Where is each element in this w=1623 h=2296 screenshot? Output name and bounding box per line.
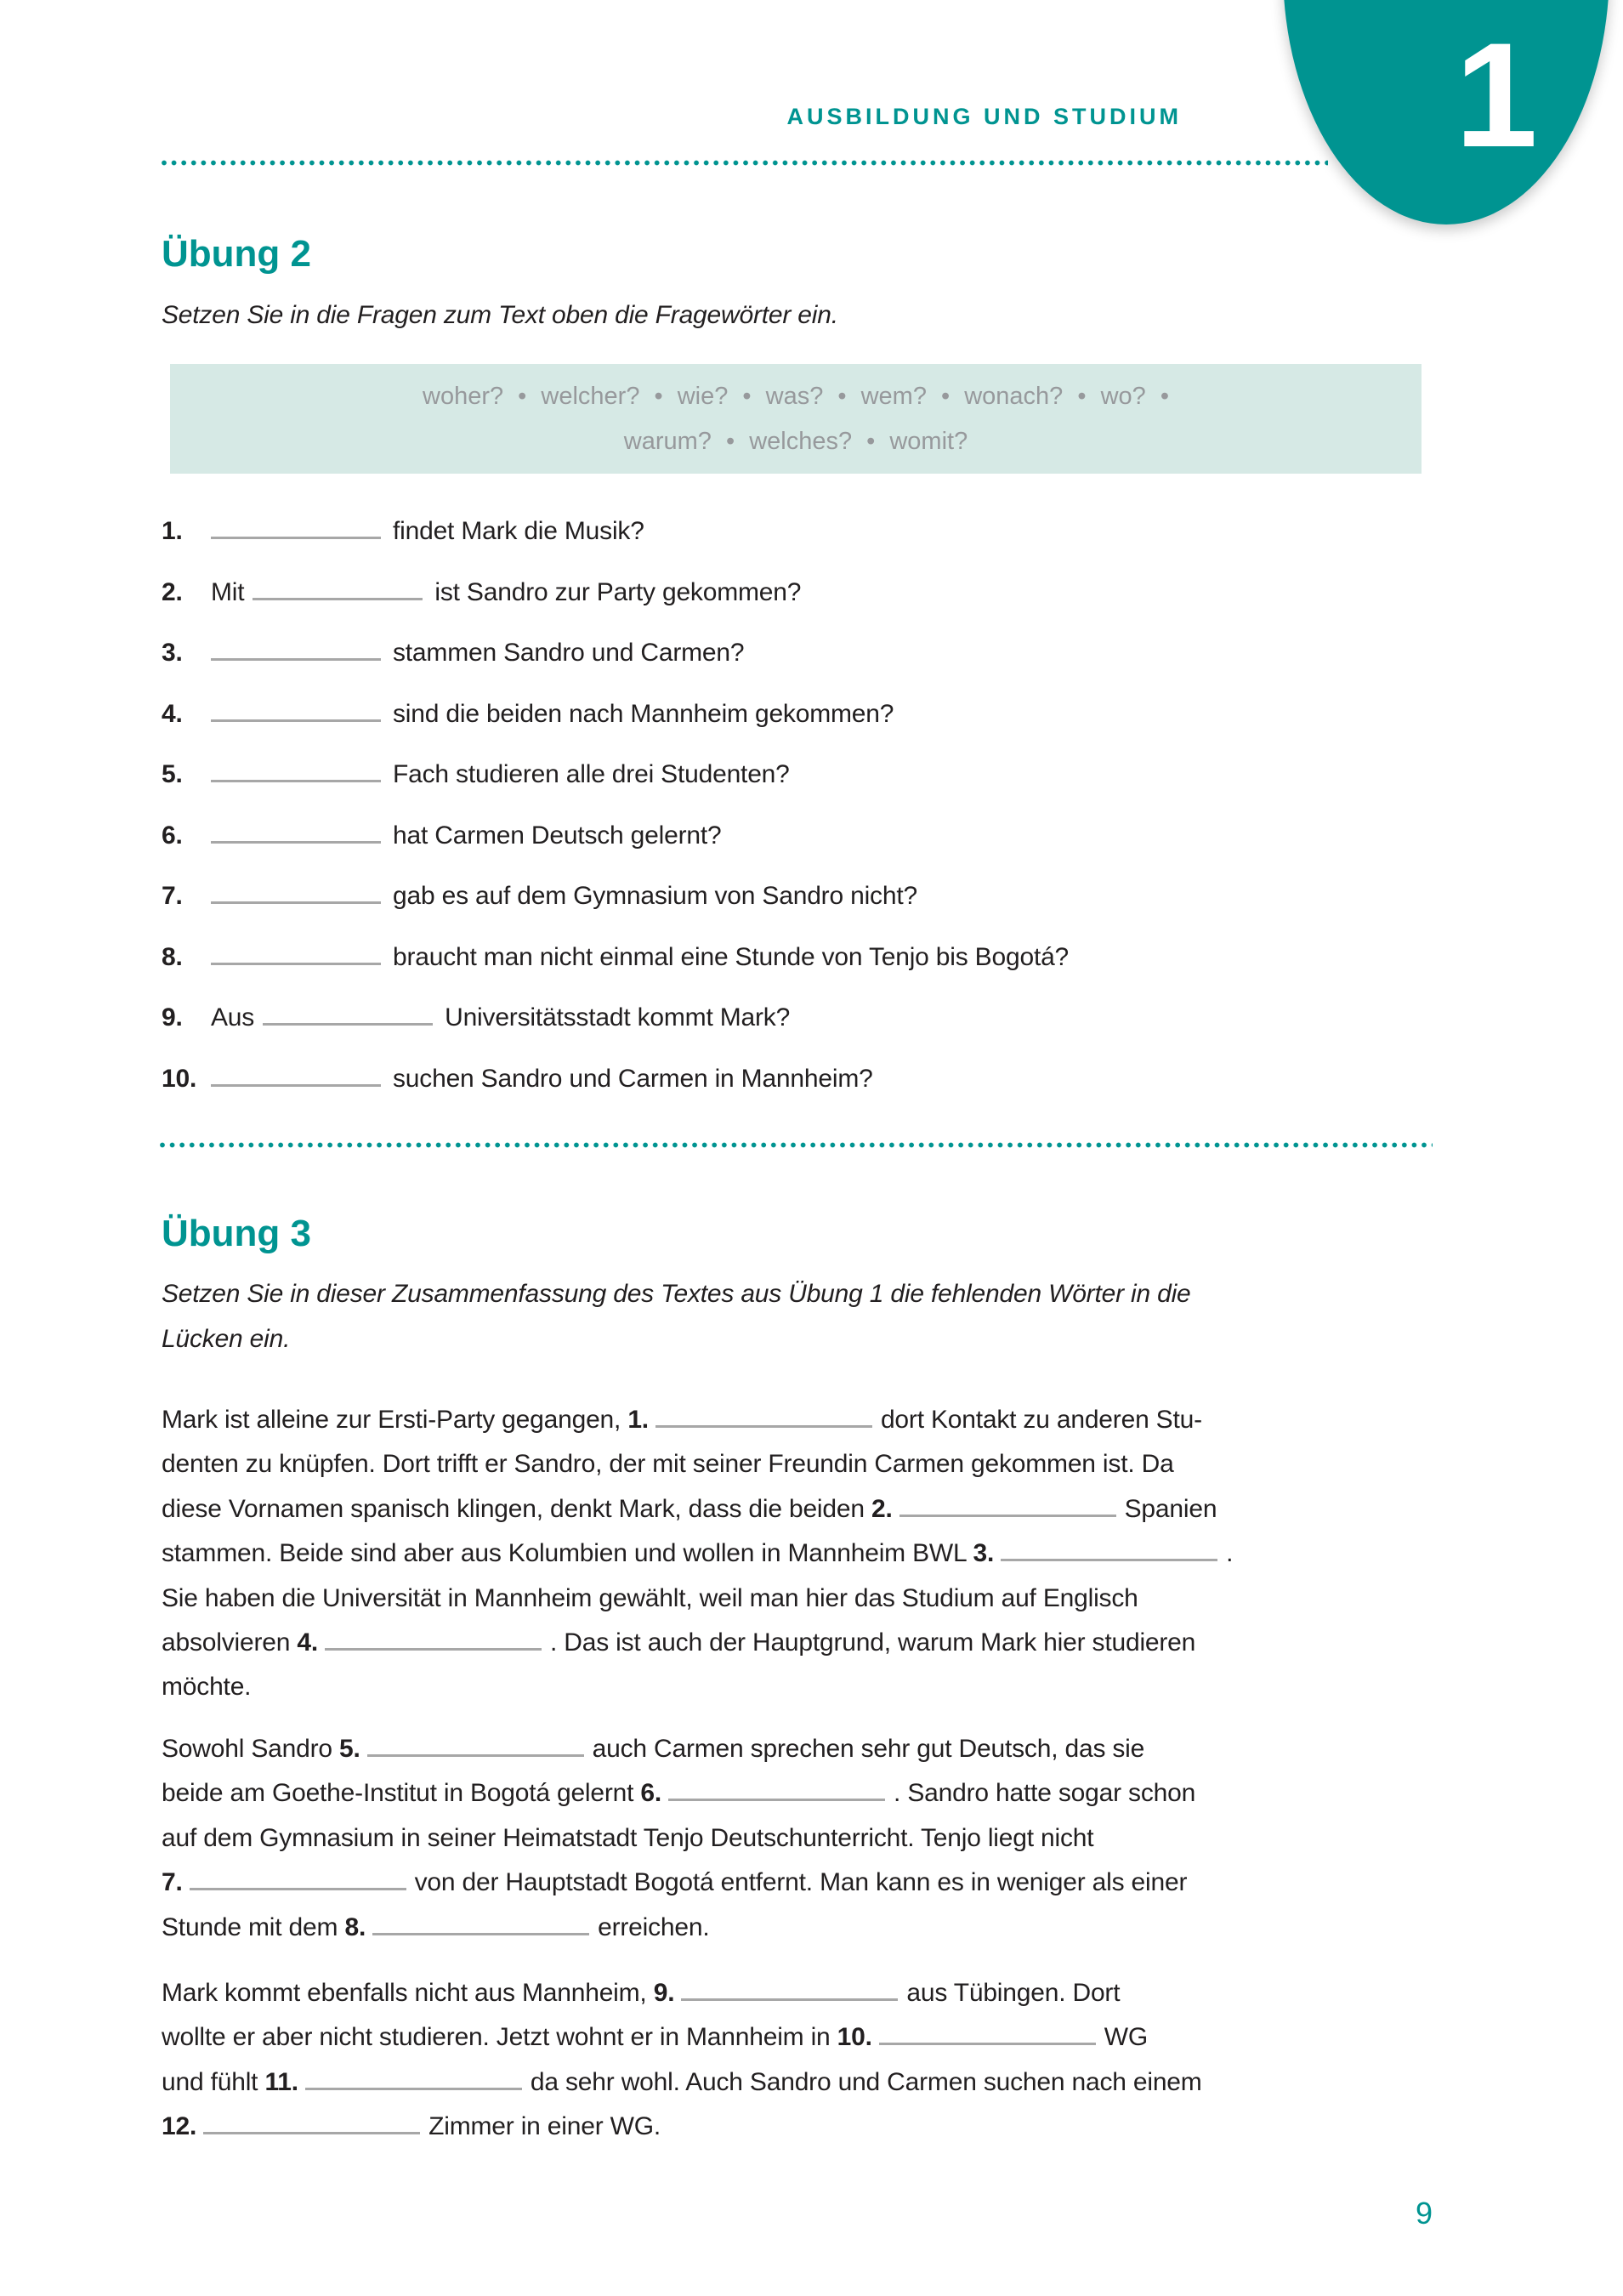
item-text: Universitätsstadt kommt Mark? xyxy=(445,1003,791,1031)
paragraph-line xyxy=(162,1621,1233,1665)
blank-line xyxy=(211,537,381,539)
uebung2-instruction: Setzen Sie in die Fragen zum Text oben die Fragewörter ein. xyxy=(162,301,838,329)
item-number: 7. xyxy=(162,882,183,910)
blank-number: 11. xyxy=(264,2067,298,2096)
paragraph-line xyxy=(162,1861,1195,1905)
blank-line xyxy=(655,1425,872,1428)
paragraph-line xyxy=(162,1727,1195,1771)
paragraph-text: Mark ist alleine zur Ersti-Party gegangen, xyxy=(162,1406,628,1434)
blank-line xyxy=(211,841,381,844)
blank-line xyxy=(372,1933,589,1935)
item-text: gab es auf dem Gymnasium von Sandro nicht? xyxy=(393,882,917,910)
exercise2-item xyxy=(162,753,790,797)
paragraph-text: Sowohl Sandro xyxy=(162,1735,340,1763)
paragraph-text: erreichen. xyxy=(598,1912,710,1941)
item-number: 3. xyxy=(162,639,183,667)
paragraph-text: auch Carmen sprechen sehr gut Deutsch, das sie xyxy=(592,1735,1145,1763)
exercise2-item xyxy=(162,509,644,554)
paragraph-line xyxy=(162,1906,1195,1950)
blank-number: 7. xyxy=(162,1868,183,1897)
paragraph-text: von der Hauptstadt Bogotá entfernt. Man kann es in weniger als einer xyxy=(414,1868,1188,1897)
item-pre-text: Mit xyxy=(211,577,245,606)
word-bank xyxy=(170,364,1422,474)
chapter-number: 1 xyxy=(1455,13,1538,179)
blank-line xyxy=(263,1023,433,1026)
paragraph-text: und fühlt xyxy=(162,2067,265,2096)
paragraph-text: aus Tübingen. Dort xyxy=(906,1979,1121,2007)
paragraph-text: möchte. xyxy=(162,1673,252,1702)
paragraph-line xyxy=(162,1771,1195,1816)
paragraph-text: stammen. Beide sind aber aus Kolumbien und wollen in Mannheim BWL xyxy=(162,1539,973,1568)
blank-number: 9. xyxy=(653,1979,675,2007)
uebung3-instruction xyxy=(162,1271,1191,1361)
paragraph-line xyxy=(162,2015,1202,2060)
item-number: 10. xyxy=(162,1064,197,1093)
paragraph xyxy=(162,1727,1195,1950)
paragraph-text: wollte er aber nicht studieren. Jetzt wohnt er in Mannheim in xyxy=(162,2023,837,2052)
paragraph-text: auf dem Gymnasium in seiner Heimatstadt Tenjo Deutschunterricht. Tenjo liegt nicht xyxy=(162,1823,1094,1852)
item-number: 1. xyxy=(162,517,183,545)
paragraph-line xyxy=(162,1816,1195,1861)
blank-line xyxy=(211,658,381,661)
item-text: stammen Sandro und Carmen? xyxy=(393,639,745,667)
paragraph-line xyxy=(162,1577,1233,1621)
item-number: 2. xyxy=(162,577,183,606)
paragraph-text: dort Kontakt zu anderen Stu- xyxy=(880,1406,1202,1434)
item-number: 6. xyxy=(162,821,183,850)
exercise2-item xyxy=(162,996,790,1040)
paragraph-text: beide am Goethe-Institut in Bogotá gelernt xyxy=(162,1779,641,1808)
paragraph-text: Zimmer in einer WG. xyxy=(428,2112,661,2141)
paragraph-text: Stunde mit dem xyxy=(162,1912,345,1941)
paragraph-text: WG xyxy=(1104,2023,1149,2052)
uebung3-title: Übung 3 xyxy=(162,1213,311,1254)
paragraph-line xyxy=(162,1487,1233,1532)
item-pre-text: Aus xyxy=(211,1003,255,1031)
paragraph-text: denten zu knüpfen. Dort trifft er Sandro, der mit seiner Freundin Carmen gekommen ist. Da xyxy=(162,1450,1174,1479)
paragraph-text: Mark kommt ebenfalls nicht aus Mannheim, xyxy=(162,1979,654,2007)
paragraph xyxy=(162,1971,1202,2150)
paragraph-text: . Sandro hatte sogar schon xyxy=(894,1779,1196,1808)
exercise2-item xyxy=(162,692,894,736)
paragraph-line xyxy=(162,1442,1233,1486)
word-bank-line2: warum? • welches? • womit? xyxy=(623,428,968,455)
blank-number: 2. xyxy=(871,1494,893,1523)
exercise2-item xyxy=(162,1057,873,1101)
paragraph-line xyxy=(162,2060,1202,2105)
blank-line xyxy=(305,2088,522,2090)
blank-number: 4. xyxy=(297,1628,318,1657)
word-bank-line1: woher? • welcher? • wie? • was? • wem? • wonach? • wo? • xyxy=(423,383,1169,410)
item-text: Fach studieren alle drei Studenten? xyxy=(393,760,790,788)
exercise2-item xyxy=(162,935,1069,980)
paragraph xyxy=(162,1398,1233,1710)
item-text: braucht man nicht einmal eine Stunde von Tenjo bis Bogotá? xyxy=(393,942,1070,971)
item-text: sind die beiden nach Mannheim gekommen? xyxy=(393,699,894,728)
section-divider-dotted-line xyxy=(160,1141,1433,1149)
item-number: 8. xyxy=(162,942,183,971)
exercise2-item xyxy=(162,631,744,675)
item-number: 9. xyxy=(162,1003,183,1031)
blank-number: 6. xyxy=(640,1779,662,1808)
blank-line xyxy=(211,719,381,722)
blank-line xyxy=(253,598,423,600)
chapter-title: AUSBILDUNG UND STUDIUM xyxy=(786,104,1182,129)
item-text: hat Carmen Deutsch gelernt? xyxy=(393,821,722,850)
blank-line xyxy=(211,963,381,965)
paragraph-text: diese Vornamen spanisch klingen, denkt Mark, dass die beiden xyxy=(162,1494,871,1523)
paragraph-line xyxy=(162,1398,1233,1442)
paragraph-line xyxy=(162,1665,1233,1709)
blank-line xyxy=(211,901,381,904)
uebung3-instruction-line: Setzen Sie in dieser Zusammenfassung des Textes aus Übung 1 die fehlenden Wörter in die xyxy=(162,1280,1191,1308)
paragraph-text: . xyxy=(1226,1539,1234,1568)
item-number: 4. xyxy=(162,699,183,728)
blank-number: 12. xyxy=(162,2112,197,2141)
item-text: suchen Sandro und Carmen in Mannheim? xyxy=(393,1064,873,1093)
uebung2-title: Übung 2 xyxy=(162,233,311,275)
exercise2-item xyxy=(162,874,917,918)
paragraph-text: Spanien xyxy=(1124,1494,1217,1523)
exercise2-item xyxy=(162,814,721,858)
exercise2-item xyxy=(162,571,801,615)
blank-line xyxy=(211,1084,381,1087)
item-text: ist Sandro zur Party gekommen? xyxy=(434,577,802,606)
blank-number: 1. xyxy=(627,1406,649,1434)
item-number: 5. xyxy=(162,760,183,788)
blank-line xyxy=(211,780,381,782)
paragraph-text: . Das ist auch der Hauptgrund, warum Mark hier studieren xyxy=(550,1628,1196,1657)
header-dotted-line xyxy=(162,159,1328,167)
paragraph-line xyxy=(162,1532,1233,1576)
blank-line xyxy=(190,1888,406,1890)
blank-number: 5. xyxy=(339,1735,360,1763)
paragraph-line xyxy=(162,2105,1202,2149)
blank-line xyxy=(879,2043,1096,2045)
blank-line xyxy=(899,1515,1116,1517)
blank-line xyxy=(203,2132,420,2134)
paragraph-text: Sie haben die Universität in Mannheim gewählt, weil man hier das Studium auf Englisch xyxy=(162,1583,1138,1612)
uebung3-instruction-line: Lücken ein. xyxy=(162,1325,291,1353)
blank-number: 3. xyxy=(973,1539,995,1568)
paragraph-text: absolvieren xyxy=(162,1628,298,1657)
blank-line xyxy=(367,1754,584,1757)
item-text: findet Mark die Musik? xyxy=(393,517,644,545)
blank-line xyxy=(681,1998,898,2001)
page-number: 9 xyxy=(1415,2196,1433,2231)
paragraph-text: da sehr wohl. Auch Sandro und Carmen suchen nach einem xyxy=(530,2067,1202,2096)
blank-line xyxy=(325,1648,542,1651)
blank-number: 10. xyxy=(837,2023,872,2052)
blank-line xyxy=(668,1799,885,1801)
blank-number: 8. xyxy=(344,1912,366,1941)
blank-line xyxy=(1001,1559,1217,1561)
paragraph-line xyxy=(162,1971,1202,2015)
